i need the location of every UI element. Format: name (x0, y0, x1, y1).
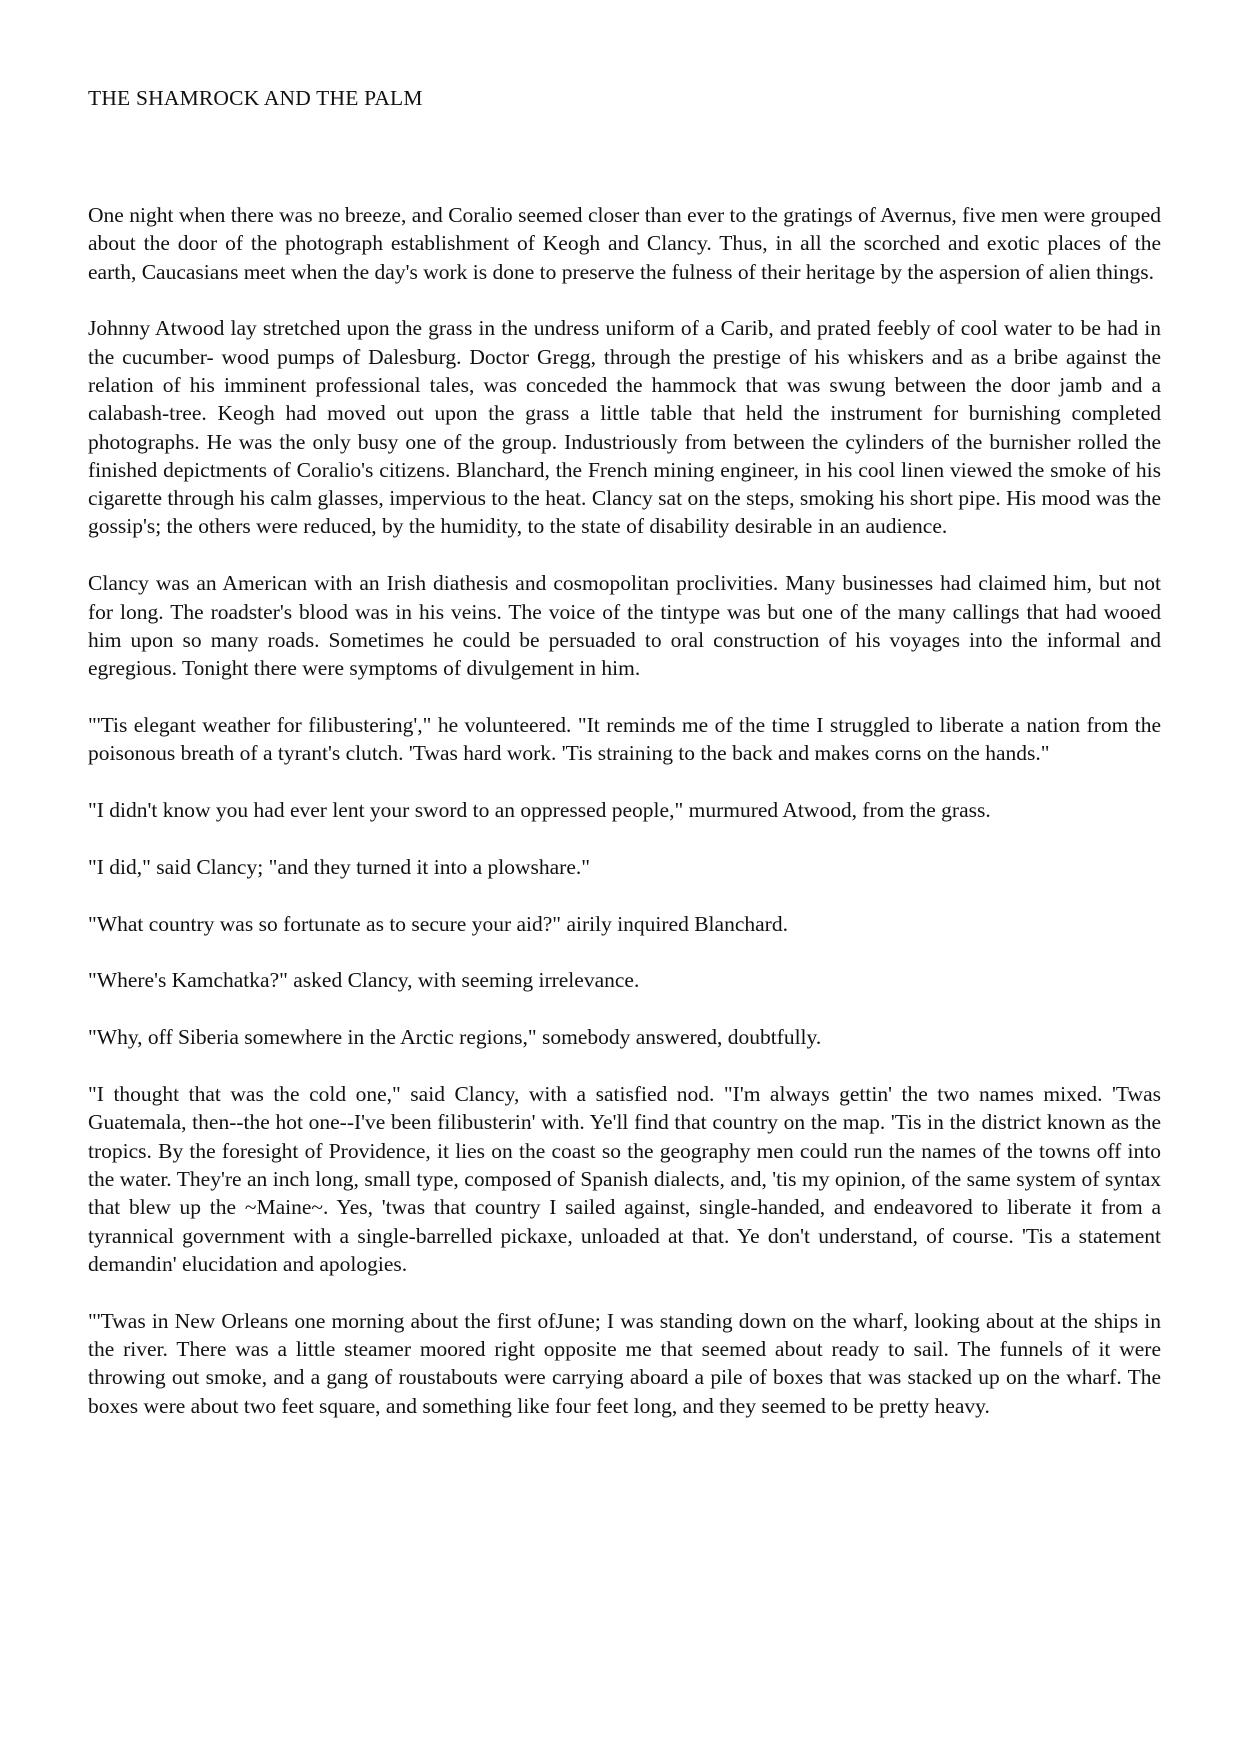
paragraph: Clancy was an American with an Irish diathesis and cosmopolitan proclivities. Many businesses had claimed him, but not for long. The roadster's blood was in his veins. The voice of the tintype was but one of the many callings that had wooed him upon so many roads. Sometimes he could be persuaded to oral construction of his voyages into the informal and egregious. Tonight there were symptoms of divulgement in him. (88, 571, 1161, 681)
paragraph: "'Twas in New Orleans one morning about the first ofJune; I was standing down on the wharf, looking about at the ships in the river. There was a little steamer moored right opposite me that seemed about ready to sail. The funnels of it were throwing out smoke, and a gang of roustabouts were carrying aboard a pile of boxes that was stacked up on the wharf. The boxes were about two feet square, and something like four feet long, and they seemed to be pretty heavy. (88, 1308, 1161, 1418)
paragraph: "Why, off Siberia somewhere in the Arctic regions," somebody answered, doubtfully. (88, 1025, 822, 1050)
paragraph: Johnny Atwood lay stretched upon the grass in the undress uniform of a Carib, and prated feebly of cool water to be had in the cucumber- wood pumps of Dalesburg. Doctor Gregg, through the prestige of his whiskers and as a bribe against the relation of his imminent professional tales, was conceded the hammock that was swung between the door jamb and a calabash-tree. Keogh had moved out upon the grass a little table that held the instrument for burnishing completed photographs. He was the only busy one of the group. Industriously from between the cylinders of the burnisher rolled the finished depictments of Coralio's citizens. Blanchard, the French mining engineer, in his cool linen viewed the smoke of his cigarette through his calm glasses, impervious to the heat. Clancy sat on the steps, smoking his short pipe. His mood was the gossip's; the others were reduced, by the humidity, to the state of disability desirable in an audience. (88, 316, 1161, 539)
paragraph: "'Tis elegant weather for filibustering'," he volunteered. "It reminds me of the time I struggled to liberate a nation from the poisonous breath of a tyrant's clutch. 'Twas hard work. 'Tis straining to the back and makes corns on the hands." (88, 712, 1161, 766)
document-body (88, 201, 1161, 1448)
paragraph: "Where's Kamchatka?" asked Clancy, with seeming irrelevance. (88, 968, 640, 993)
paragraph: "I thought that was the cold one," said Clancy, with a satisfied nod. "I'm always gettin' the two names mixed. 'Twas Guatemala, then--the hot one--I've been filibusterin' with. Ye'll find that country on the map. 'Tis in the district known as the tropics. By the foresight of Providence, it lies on the coast so the geography men could run the names of the towns off into the water. They're an inch long, small type, composed of Spanish dialects, and, 'tis my opinion, of the same system of syntax that blew up the ~Maine~. Yes, 'twas that country I sailed against, single-handed, and endeavored to liberate it from a tyrannical government with a single-barrelled pickaxe, unloaded at that. Ye don't understand, of course. 'Tis a statement demandin' elucidation and apologies. (88, 1082, 1161, 1276)
paragraph: One night when there was no breeze, and Coralio seemed closer than ever to the gratings of Avernus, five men were grouped about the door of the photograph establishment of Keogh and Clancy. Thus, in all the scorched and exotic places of the earth, Caucasians meet when the day's work is done to preserve the fulness of their heritage by the aspersion of alien things. (88, 203, 1161, 284)
paragraph: "I did," said Clancy; "and they turned it into a plowshare." (88, 854, 591, 879)
paragraph: "I didn't know you had ever lent your sword to an oppressed people," murmured Atwood, from the grass. (88, 798, 991, 823)
document-title: THE SHAMROCK AND THE PALM (88, 86, 423, 110)
paragraph: "What country was so fortunate as to secure your aid?" airily inquired Blanchard. (88, 911, 788, 936)
